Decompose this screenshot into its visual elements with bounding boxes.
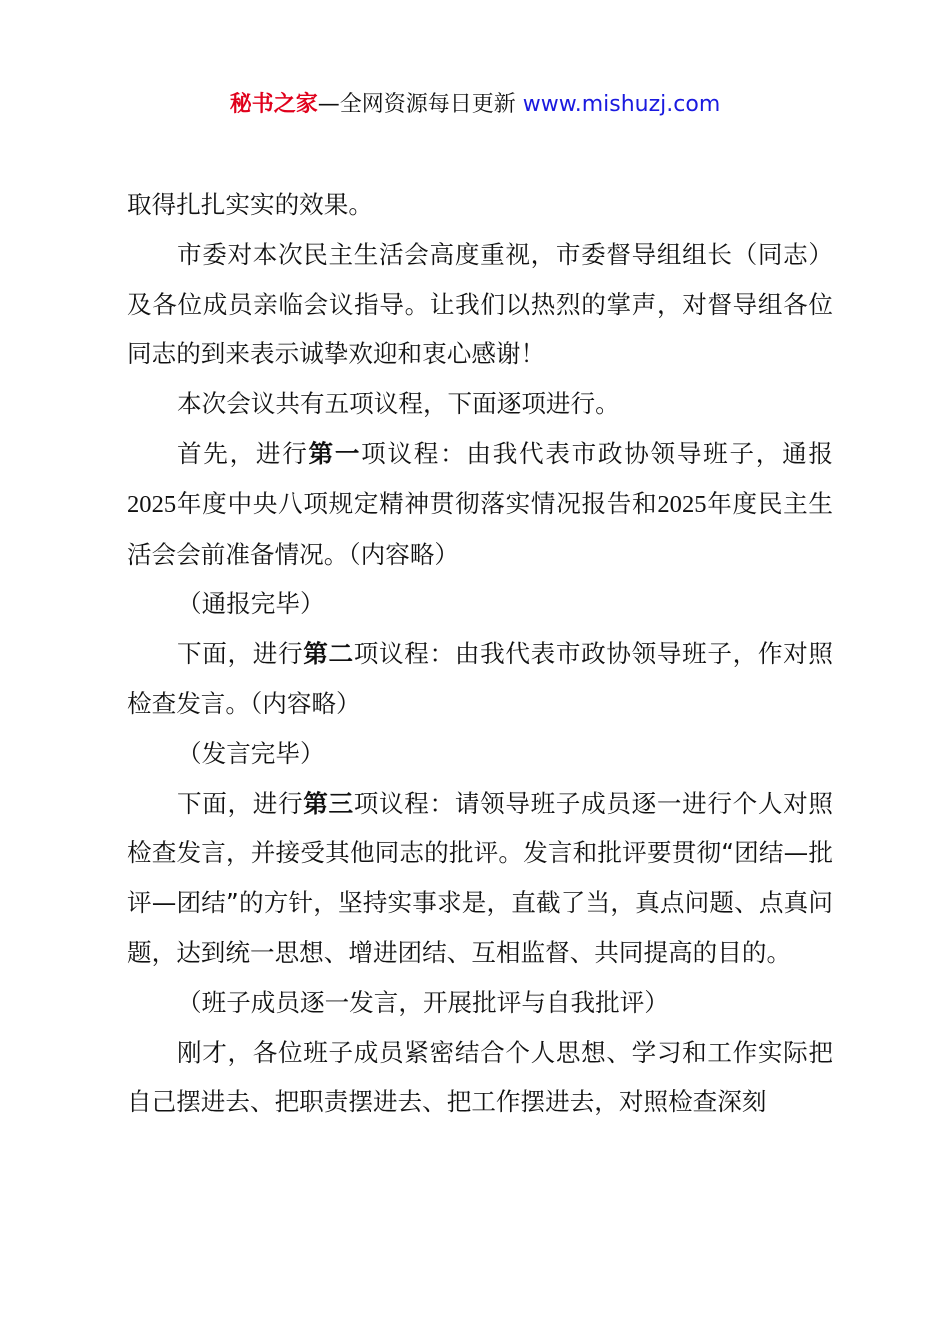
brand-name: 秘书之家 xyxy=(229,92,318,117)
paragraph-continuation: 取得扎扎实实的效果。 xyxy=(127,190,373,219)
agenda-2-ordinal: 第二 xyxy=(303,639,354,669)
agenda-1-ordinal: 第一 xyxy=(308,438,362,468)
stage-note-report-done: （通报完毕） xyxy=(177,589,325,619)
agenda-3-ordinal: 第三 xyxy=(303,788,354,818)
document-body xyxy=(127,180,833,1127)
paragraph-summary: 刚才，各位班子成员紧密结合个人思想、学习和工作实际把自己摆进去、把职责摆进去、把工作摆进去，对照检查深刻 xyxy=(127,1037,833,1117)
stage-note-member-speeches: （班子成员逐一发言，开展批评与自我批评） xyxy=(177,987,669,1017)
paragraph-agenda-item-3 xyxy=(127,779,833,978)
agenda-1-lead: 首先，进行 xyxy=(177,438,309,468)
agenda-1-text-a: 项议程：由我代表市政协领导班子，通报 xyxy=(361,438,833,468)
site-url-link[interactable]: www.mishuzj.com xyxy=(522,92,721,117)
paragraph-agenda-intro: 本次会议共有五项议程，下面逐项进行。 xyxy=(177,389,620,419)
agenda-1-text-c: 年度民主生活会会前准备情况。（内容略） xyxy=(127,488,833,569)
paragraph-welcome: 市委对本次民主生活会高度重视，市委督导组组长（同志）及各位成员亲临会议指导。让我们以热烈的掌声，对督导组各位同志的到来表示诚挚欢迎和衷心感谢！ xyxy=(127,239,833,369)
header-tagline: —全网资源每日更新 xyxy=(317,92,516,117)
site-header xyxy=(0,88,950,122)
agenda-3-lead: 下面，进行 xyxy=(177,788,304,818)
agenda-2-lead: 下面，进行 xyxy=(177,639,304,669)
agenda-2-text: 项议程：由我代表市政协领导班子，作对照检查发言。（内容略） xyxy=(127,639,833,718)
agenda-1-year-b: 2025 xyxy=(657,490,707,518)
stage-note-speech-done: （发言完毕） xyxy=(177,738,325,768)
paragraph-agenda-item-1 xyxy=(127,429,833,579)
paragraph-agenda-item-2 xyxy=(127,629,833,729)
agenda-1-text-b: 年度中央八项规定精神贯彻落实情况报告和 xyxy=(176,488,658,518)
agenda-1-year-a: 2025 xyxy=(127,490,177,518)
agenda-3-text: 项议程：请领导班子成员逐一进行个人对照检查发言，并接受其他同志的批评。发言和批评要贯彻“团结—批评—团结”的方针，坚持实事求是，直截了当，真点问题、点真问题，达到统一思想、增进团结、互相监督、共同提高的目的。 xyxy=(127,788,833,967)
